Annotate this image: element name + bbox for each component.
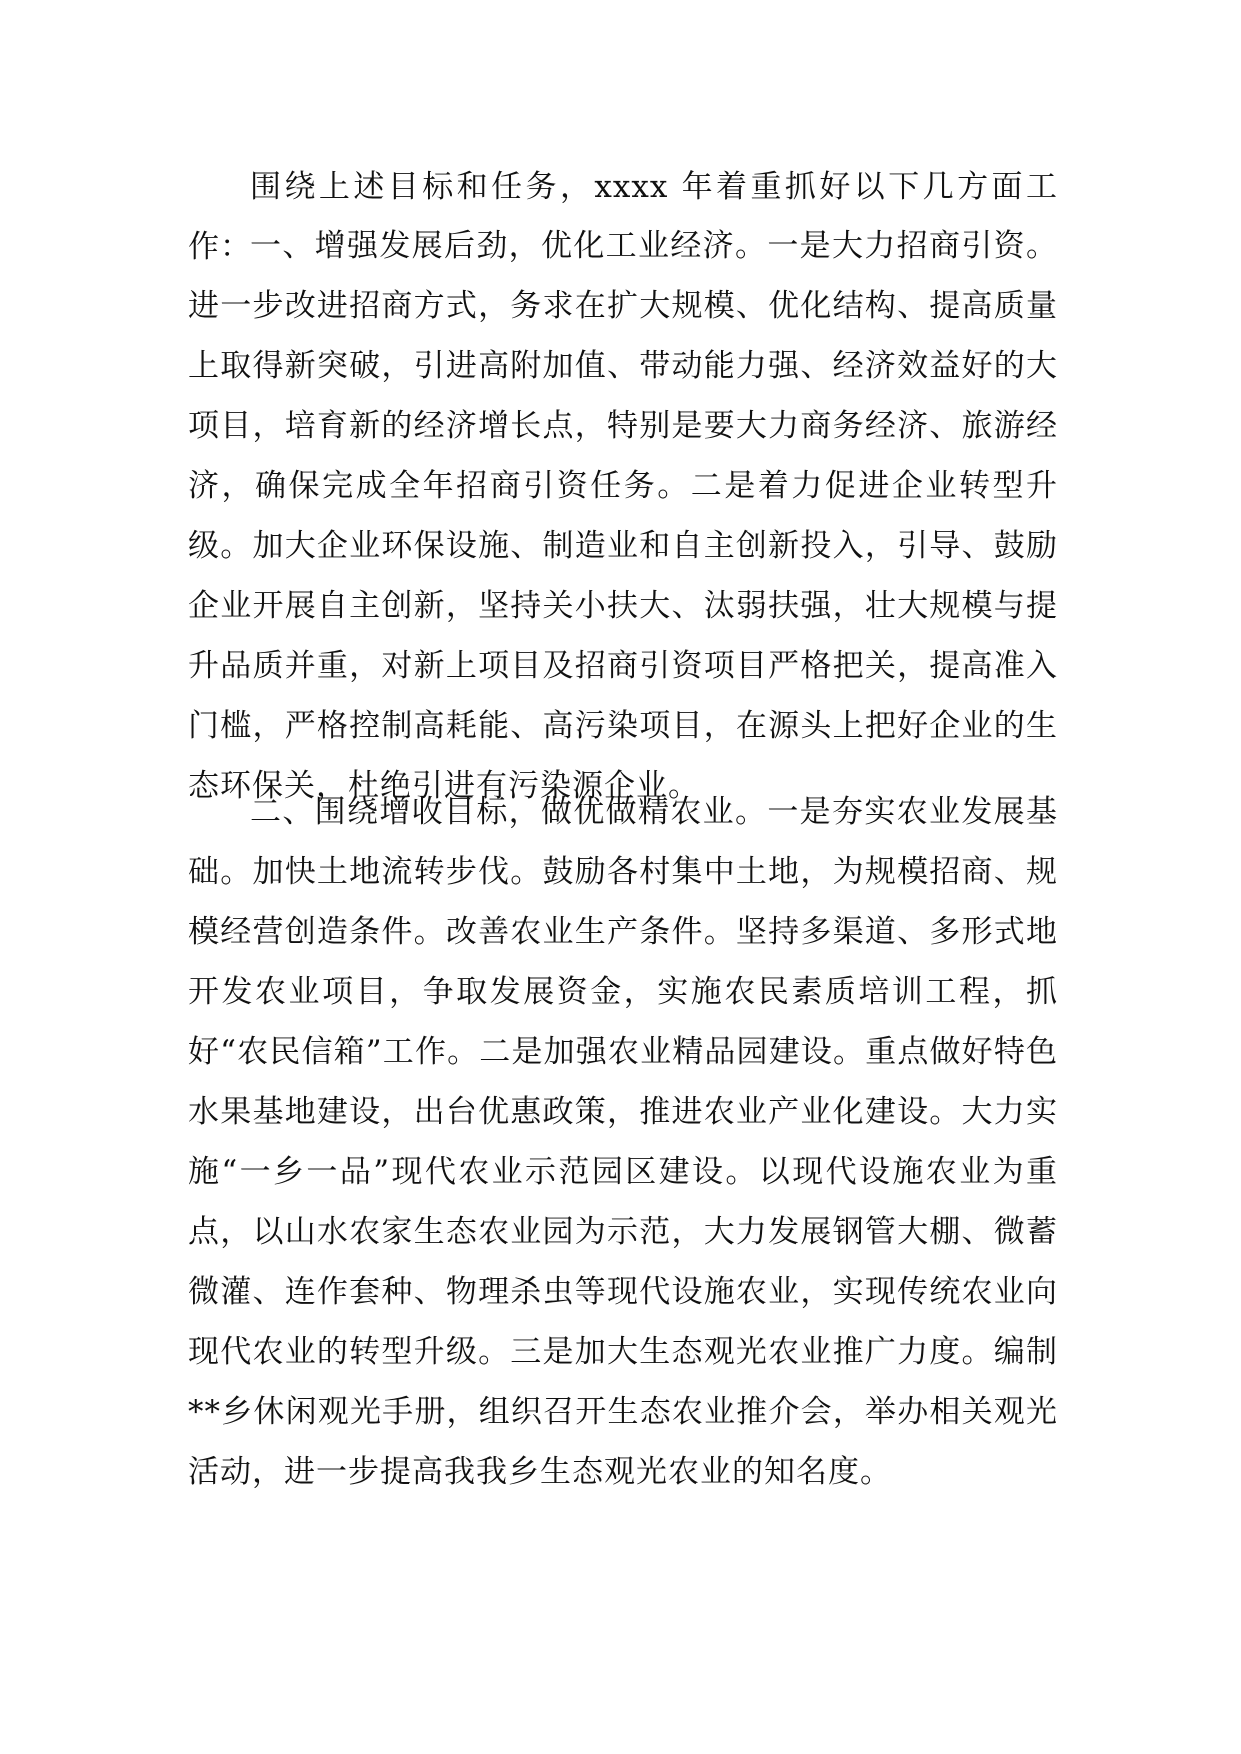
section-1-paragraph: 一、增强发展后劲，优化工业经济。一是大力招商引资。进一步改进招商方式，务求在扩大规模、优化结构、提高质量上取得新突破，引进高附加值、带动能力强、经济效益好的大项目，培育新的经济增长点，特别是要大力商务经济、旅游经济，确保完成全年招商引资任务。二是着力促进企业转型升级。加大企业环保设施、制造业和自主创新投入，引导、鼓励企业开展自主创新，坚持关小扶大、汰弱扶强，壮大规模与提升品质并重，对新上项目及招商引资项目严格把关，提高准入门槛，严格控制高耗能、高污染项目，在源头上把好企业的生态环保关，杜绝引进有污染源企业。 bbox=[188, 228, 1058, 804]
section-agriculture bbox=[188, 782, 1058, 1502]
intro-paragraph: 围绕上述目标和任务，xxxx 年着重抓好以下几方面工作： bbox=[188, 169, 1058, 265]
section-2-paragraph: 二、围绕增收目标，做优做精农业。一是夯实农业发展基础。加快土地流转步伐。鼓励各村集中土地，为规模招商、规模经营创造条件。改善农业生产条件。坚持多渠道、多形式地开发农业项目，争取发展资金，实施农民素质培训工程，抓好“农民信箱”工作。二是加强农业精品园建设。重点做好特色水果基地建设，出台优惠政策，推进农业产业化建设。大力实施“一乡一品”现代农业示范园区建设。以现代设施农业为重点，以山水农家生态农业园为示范，大力发展钢管大棚、微蓄微灌、连作套种、物理杀虫等现代设施农业，实现传统农业向现代农业的转型升级。三是加大生态观光农业推广力度。编制**乡休闲观光手册，组织召开生态农业推介会，举办相关观光活动，进一步提高我我乡生态观光农业的知名度。 bbox=[188, 794, 1058, 1490]
section-industrial-economy bbox=[188, 216, 1058, 816]
